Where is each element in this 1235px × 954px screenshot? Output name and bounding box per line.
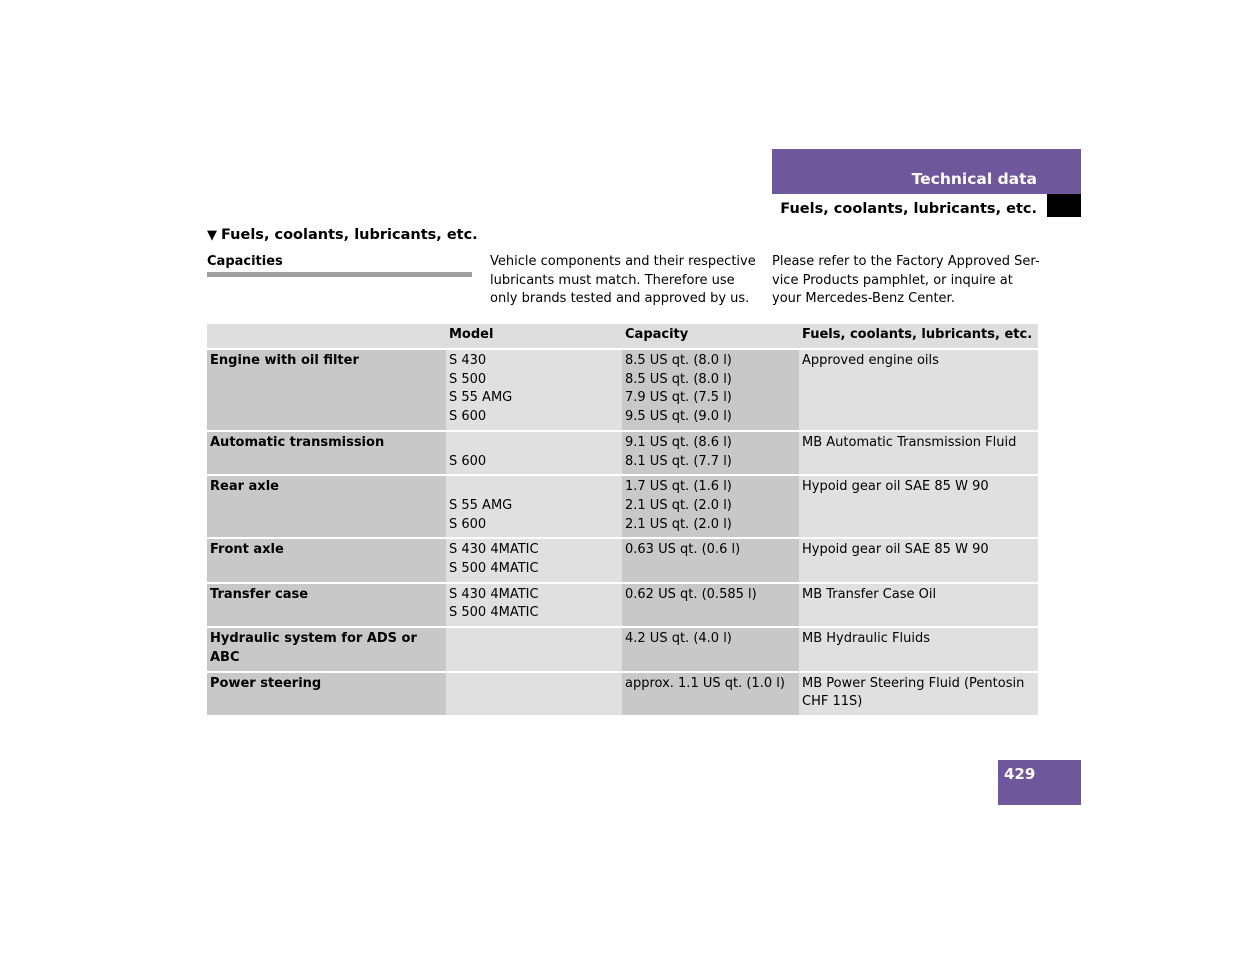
- capacity-cell: 9.1 US qt. (8.6 l) 8.1 US qt. (7.7 l): [622, 431, 799, 475]
- header-tab-marker: [1047, 194, 1081, 217]
- page-number-box: [998, 760, 1081, 805]
- table-header-cell: Capacity: [622, 324, 799, 349]
- capacity-cell: 1.7 US qt. (1.6 l) 2.1 US qt. (2.0 l) 2.1 US qt. (2.0 l): [622, 475, 799, 538]
- fluid-cell: MB Automatic Transmission Fluid: [799, 431, 1038, 475]
- component-cell: Front axle: [207, 538, 446, 582]
- model-cell: [446, 672, 622, 716]
- component-cell: Rear axle: [207, 475, 446, 538]
- fluid-cell: MB Power Steering Fluid (Pentosin CHF 11S): [799, 672, 1038, 716]
- component-cell: Power steering: [207, 672, 446, 716]
- table-row: [207, 583, 1038, 627]
- fluid-cell: Approved engine oils: [799, 349, 1038, 431]
- table-row: [207, 627, 1038, 671]
- capacities-table: [207, 324, 1038, 717]
- table-row: [207, 431, 1038, 475]
- table-header-cell: Model: [446, 324, 622, 349]
- subsection-title: Capacities: [207, 254, 283, 269]
- table-row: [207, 349, 1038, 431]
- component-cell: Engine with oil filter: [207, 349, 446, 431]
- fluid-cell: Hypoid gear oil SAE 85 W 90: [799, 538, 1038, 582]
- model-cell: [446, 627, 622, 671]
- table-header-row: [207, 324, 1038, 349]
- section-title-text: Fuels, coolants, lubricants, etc.: [221, 227, 478, 243]
- model-cell: S 430 4MATIC S 500 4MATIC: [446, 538, 622, 582]
- fluid-cell: MB Transfer Case Oil: [799, 583, 1038, 627]
- table-header-cell: Fuels, coolants, lubricants, etc.: [799, 324, 1038, 349]
- table-header-cell: [207, 324, 446, 349]
- fluid-cell: MB Hydraulic Fluids: [799, 627, 1038, 671]
- capacity-cell: 4.2 US qt. (4.0 l): [622, 627, 799, 671]
- section-title: [207, 227, 478, 243]
- model-cell: S 430 4MATIC S 500 4MATIC: [446, 583, 622, 627]
- capacity-cell: 0.63 US qt. (0.6 l): [622, 538, 799, 582]
- header-subtitle: Fuels, coolants, lubricants, etc.: [780, 201, 1037, 217]
- capacity-cell: approx. 1.1 US qt. (1.0 l): [622, 672, 799, 716]
- header-title: Technical data: [911, 170, 1037, 188]
- reference-paragraph: Please refer to the Factory Approved Ser-vice Products pamphlet, or inquire at your Mercedes-Benz Center.: [772, 254, 1040, 306]
- intro-paragraph: Vehicle components and their respective lubricants must match. Therefore use only brands tested and approved by us.: [490, 254, 756, 306]
- component-cell: Transfer case: [207, 583, 446, 627]
- fluid-cell: Hypoid gear oil SAE 85 W 90: [799, 475, 1038, 538]
- header-band: [772, 149, 1081, 194]
- triangle-marker-icon: ▼: [207, 228, 217, 243]
- model-cell: S 430 S 500 S 55 AMG S 600: [446, 349, 622, 431]
- model-cell: S 600: [446, 431, 622, 475]
- model-cell: S 55 AMG S 600: [446, 475, 622, 538]
- table-row: [207, 538, 1038, 582]
- capacity-cell: 8.5 US qt. (8.0 l) 8.5 US qt. (8.0 l) 7.9 US qt. (7.5 l) 9.5 US qt. (9.0 l): [622, 349, 799, 431]
- subsection-rule: [207, 272, 472, 277]
- component-cell: Automatic transmission: [207, 431, 446, 475]
- table-row: [207, 672, 1038, 716]
- capacity-cell: 0.62 US qt. (0.585 l): [622, 583, 799, 627]
- table-row: [207, 475, 1038, 538]
- page-number: 429: [1004, 765, 1036, 783]
- component-cell: Hydraulic system for ADS or ABC: [207, 627, 446, 671]
